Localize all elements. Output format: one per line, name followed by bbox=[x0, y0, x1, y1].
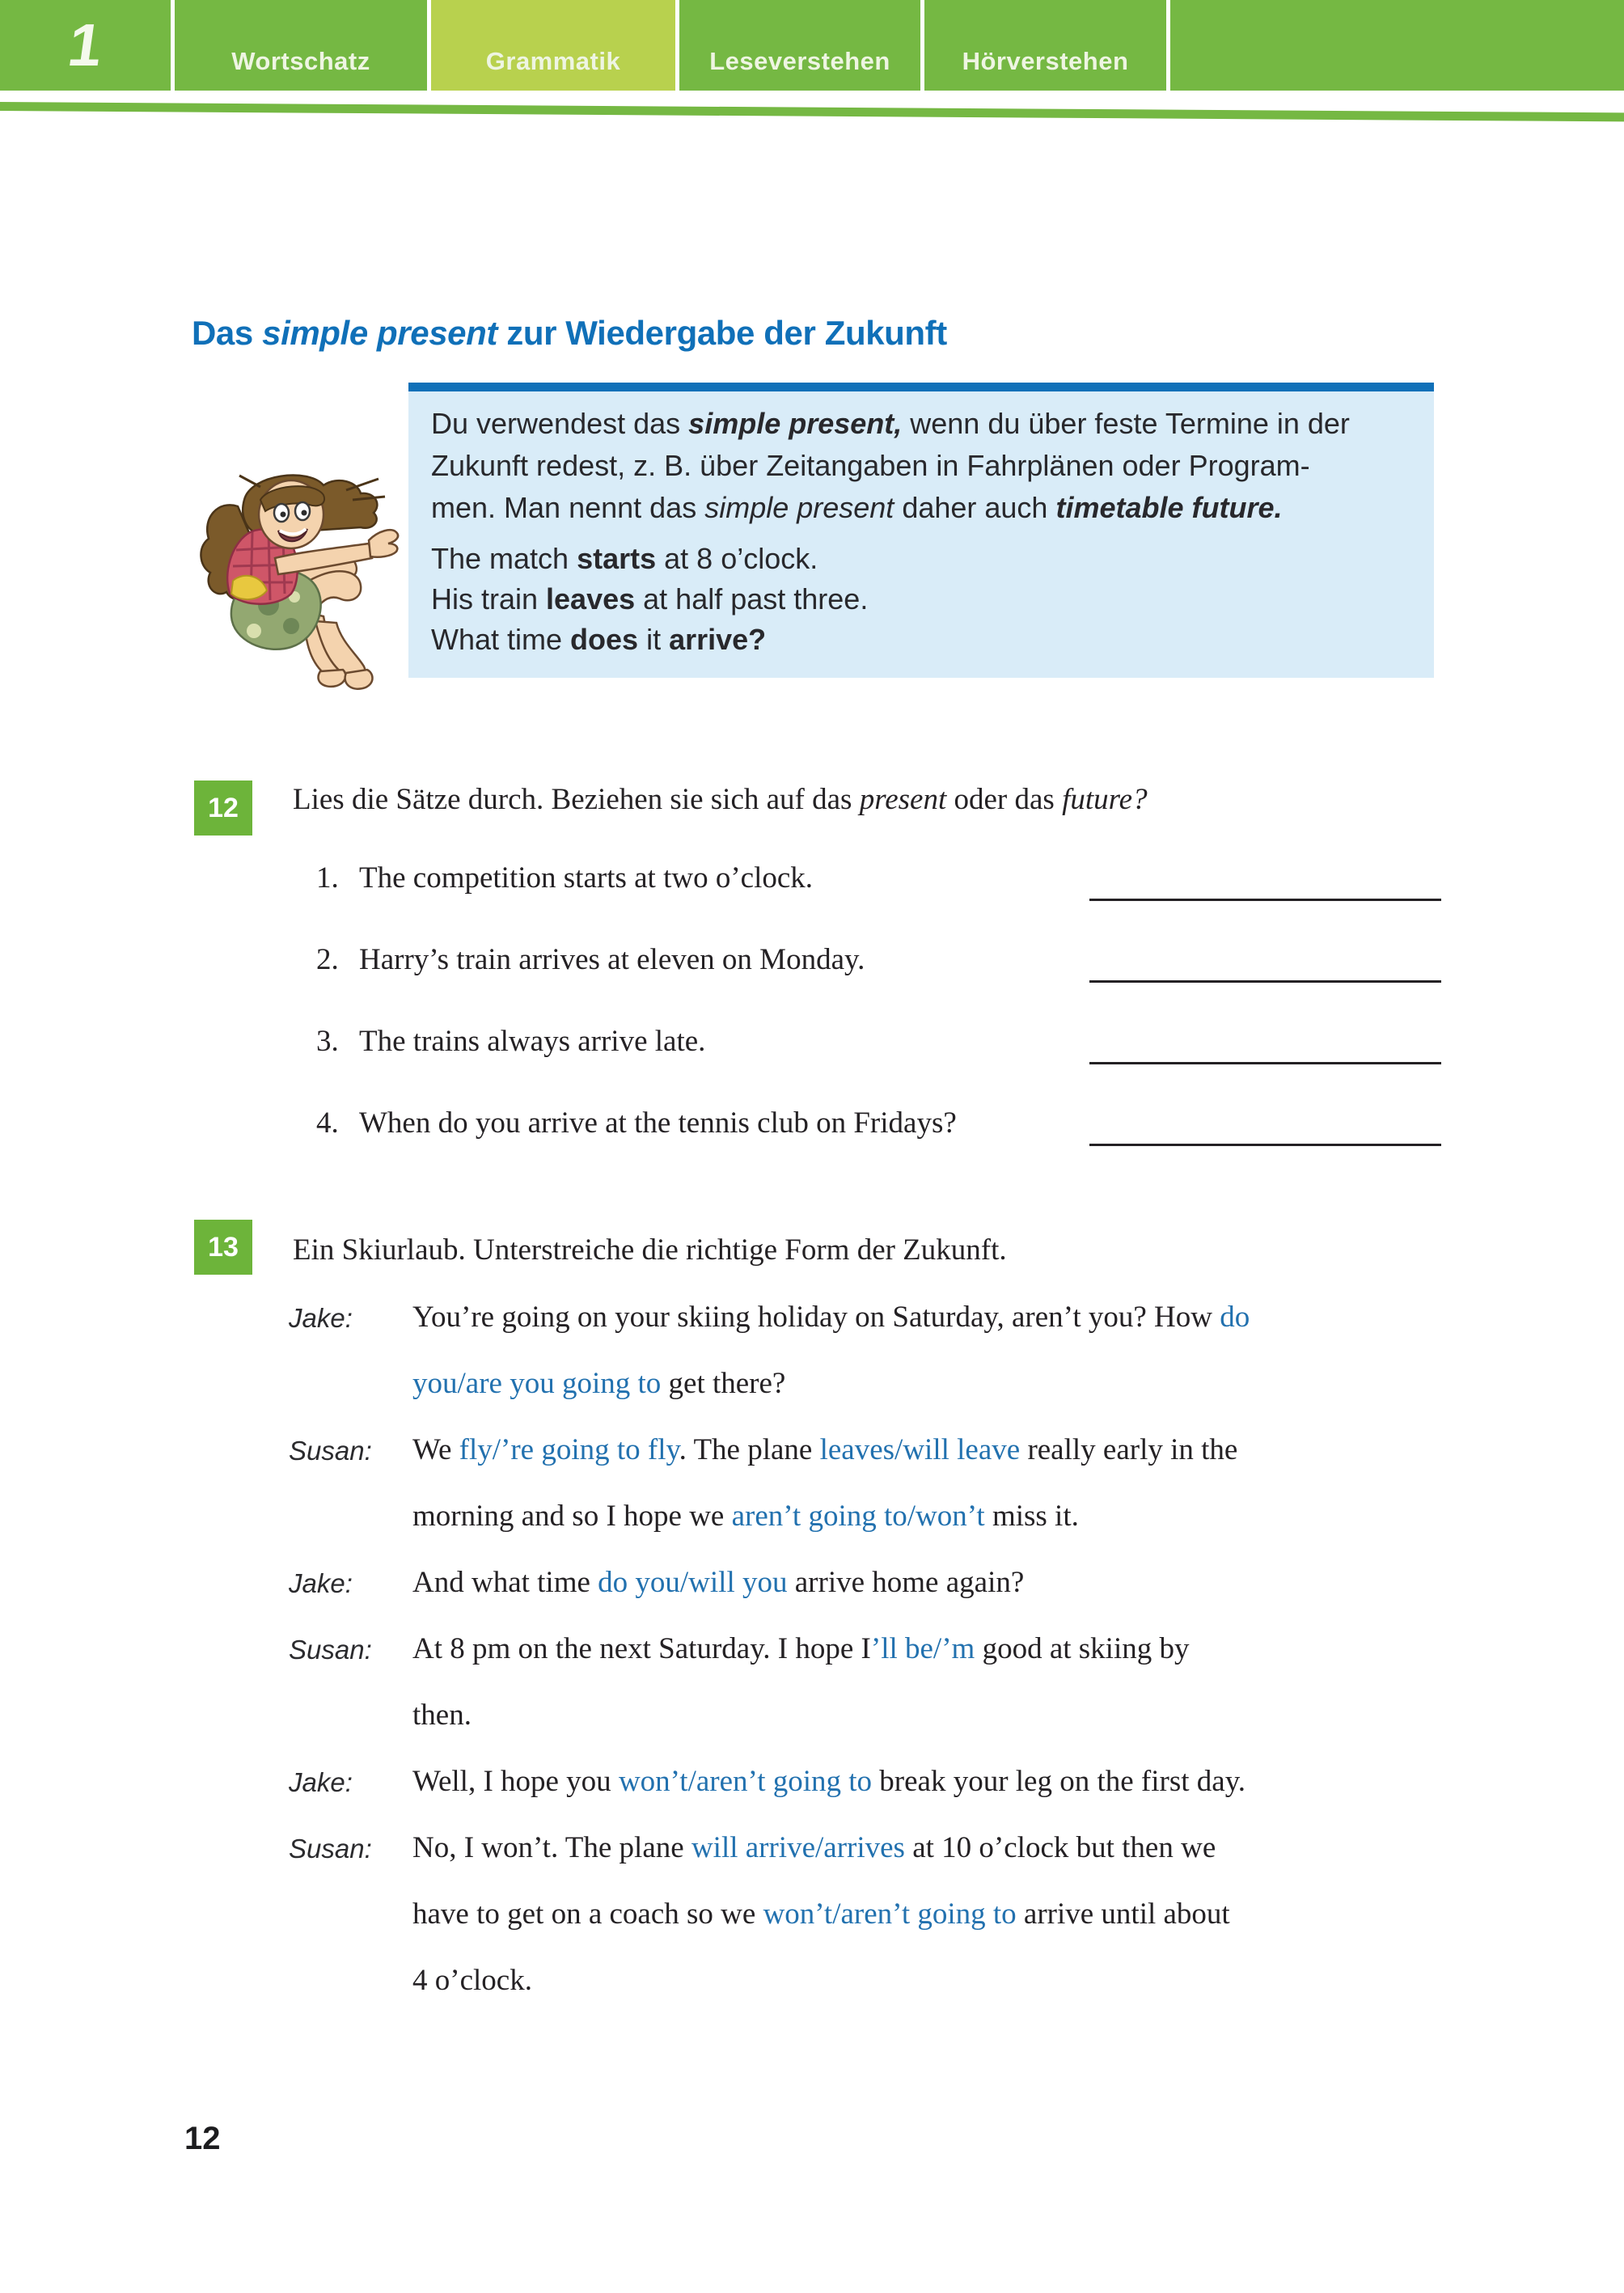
choice-option[interactable]: do bbox=[1220, 1301, 1250, 1334]
choice-option[interactable]: won’t/aren’t going to bbox=[763, 1897, 1017, 1931]
dialogue-line: We fly/’re going to fly. The plane leaves/will leave really early in the bbox=[412, 1433, 1238, 1466]
choice-option[interactable]: you/are you going to bbox=[412, 1367, 662, 1400]
dialogue-line: have to get on a coach so we won’t/aren’t going to arrive until about bbox=[412, 1897, 1230, 1931]
tab-grammatik[interactable] bbox=[427, 0, 675, 91]
item-2-number: 2. bbox=[316, 943, 339, 976]
tab-leseverstehen-label: Leseverstehen bbox=[709, 47, 890, 75]
tab-leseverstehen[interactable] bbox=[675, 0, 920, 91]
speaker-label: Jake: bbox=[289, 1767, 353, 1797]
choice-option[interactable]: aren’t going to/won’t bbox=[731, 1500, 985, 1533]
speaker-label: Jake: bbox=[289, 1303, 353, 1333]
dialogue-line: morning and so I hope we aren’t going to/won’t miss it. bbox=[412, 1500, 1079, 1533]
dialogue-line: 4 o’clock. bbox=[412, 1964, 532, 1997]
header-accent-stripe bbox=[0, 102, 1624, 121]
answer-blank-3[interactable] bbox=[1089, 1033, 1441, 1064]
speaker-label: Susan: bbox=[289, 1635, 372, 1665]
choice-option[interactable]: leaves/will leave bbox=[819, 1433, 1021, 1466]
item-1-text: The competition starts at two o’clock. bbox=[359, 861, 814, 895]
dialogue-line: No, I won’t. The plane will arrive/arrives at 10 o’clock but then we bbox=[412, 1831, 1216, 1864]
info-line: men. Man nennt das simple present daher auch timetable future. bbox=[431, 491, 1283, 524]
exercise-12-badge: 12 bbox=[194, 781, 252, 836]
unit-number: 1 bbox=[64, 11, 107, 78]
exercise-12-prompt: Lies die Sätze durch. Beziehen sie sich auf das present oder das future? bbox=[293, 783, 1148, 816]
item-4-text: When do you arrive at the tennis club on Fridays? bbox=[359, 1106, 957, 1140]
item-4-number: 4. bbox=[316, 1106, 339, 1140]
tab-hoerverstehen-label: Hörverstehen bbox=[962, 47, 1129, 75]
choice-option[interactable]: do you/will you bbox=[598, 1566, 788, 1599]
item-3-number: 3. bbox=[316, 1025, 339, 1058]
page-title: Das simple present zur Wiedergabe der Zukunft bbox=[192, 314, 947, 353]
tab-hoerverstehen[interactable] bbox=[920, 0, 1170, 91]
info-line: Zukunft redest, z. B. über Zeitangaben in Fahrplänen oder Program- bbox=[431, 449, 1310, 482]
info-box-top-bar bbox=[408, 383, 1434, 391]
example-sentence: The match starts at 8 o’clock. bbox=[431, 542, 818, 575]
info-line: Du verwendest das simple present, wenn du über feste Termine in der bbox=[431, 407, 1350, 440]
example-sentence: His train leaves at half past three. bbox=[431, 582, 869, 616]
dialogue-line: you/are you going to get there? bbox=[412, 1367, 786, 1400]
dialogue-line: At 8 pm on the next Saturday. I hope I’ll be/’m good at skiing by bbox=[412, 1632, 1190, 1665]
dialogue-line: then. bbox=[412, 1699, 472, 1732]
dialogue-line: Well, I hope you won’t/aren’t going to break your leg on the first day. bbox=[412, 1765, 1246, 1798]
choice-option[interactable]: will arrive/arrives bbox=[691, 1831, 905, 1864]
speaker-label: Jake: bbox=[289, 1568, 353, 1598]
dialogue-line: And what time do you/will you arrive home again? bbox=[412, 1566, 1025, 1599]
grammar-info-box bbox=[408, 391, 1434, 678]
unit-header bbox=[0, 0, 1624, 91]
speaker-label: Susan: bbox=[289, 1436, 372, 1466]
girl-illustration bbox=[188, 443, 404, 700]
speaker-label: Susan: bbox=[289, 1834, 372, 1864]
choice-option[interactable]: ’ll be/’m bbox=[870, 1632, 975, 1665]
answer-blank-2[interactable] bbox=[1089, 951, 1441, 983]
choice-option[interactable]: won’t/aren’t going to bbox=[618, 1765, 873, 1798]
example-sentence: What time does it arrive? bbox=[431, 623, 767, 656]
tab-wortschatz[interactable] bbox=[171, 0, 427, 91]
dialogue-line: You’re going on your skiing holiday on Saturday, aren’t you? How do bbox=[412, 1301, 1250, 1334]
item-3-text: The trains always arrive late. bbox=[359, 1025, 706, 1058]
item-2-text: Harry’s train arrives at eleven on Monday. bbox=[359, 943, 865, 976]
choice-option[interactable]: fly/’re going to fly bbox=[459, 1433, 679, 1466]
exercise-13-prompt: Ein Skiurlaub. Unterstreiche die richtige Form der Zukunft. bbox=[293, 1233, 1007, 1267]
exercise-13-badge: 13 bbox=[194, 1220, 252, 1275]
info-examples bbox=[431, 539, 1434, 660]
item-1-number: 1. bbox=[316, 861, 339, 895]
answer-blank-1[interactable] bbox=[1089, 869, 1441, 901]
info-paragraph bbox=[431, 403, 1434, 529]
tab-grammatik-label: Grammatik bbox=[485, 47, 621, 75]
page-number: 12 bbox=[184, 2121, 221, 2156]
unit-number-cell bbox=[0, 0, 171, 91]
answer-blank-4[interactable] bbox=[1089, 1115, 1441, 1146]
tab-wortschatz-label: Wortschatz bbox=[231, 47, 370, 75]
